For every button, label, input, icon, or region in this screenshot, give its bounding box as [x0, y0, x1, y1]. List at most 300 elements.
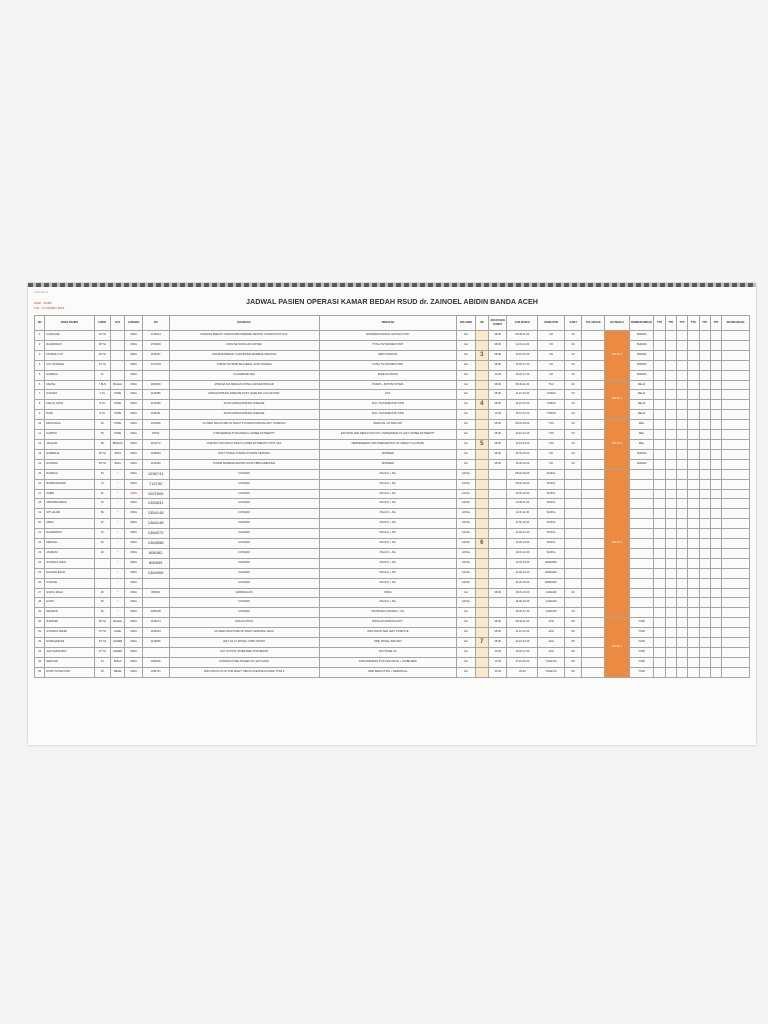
cell-anes: GA — [457, 588, 475, 598]
cell-dx: HORDEOLUM — [169, 588, 319, 598]
signature-cell — [710, 638, 721, 648]
cell-no: 2 — [35, 340, 45, 350]
cell-anes: GA — [457, 449, 475, 459]
cell-op: SAIFUL — [538, 519, 565, 529]
signature-cell — [722, 410, 750, 420]
cell-no: 1 — [35, 331, 45, 341]
signature-cell — [665, 548, 676, 558]
cell-ruj: BIREUN — [110, 439, 124, 449]
signature-cell — [665, 558, 676, 568]
cell-anes: GA — [457, 350, 475, 360]
cell-ok — [475, 509, 488, 519]
signature-cell — [710, 439, 721, 449]
cell-as: RJ — [564, 331, 581, 341]
cell-jam: JKRA — [125, 420, 142, 430]
signature-cell — [665, 588, 676, 598]
cell-jr — [488, 529, 506, 539]
cell-dx: DISLOCATION — [169, 618, 319, 628]
cell-umur: 38 TH — [94, 340, 110, 350]
cell-op: JAMHUR — [538, 608, 565, 618]
cell-umur: 70 — [94, 529, 110, 539]
cell-ok — [475, 499, 488, 509]
cell-anes: GA — [457, 648, 475, 658]
signature-cell — [654, 380, 665, 390]
cell-nama: BADRUZZAMAN — [45, 479, 94, 489]
signature-cell — [710, 519, 721, 529]
cell-op: T.MAHYA — [538, 667, 565, 677]
table-row — [35, 469, 750, 479]
cell-as: RJ — [564, 588, 581, 598]
cell-umur: 34 TH — [94, 638, 110, 648]
cell-pemberi: MEL — [629, 430, 654, 440]
cell-dx: CA MAMMAE DEX — [169, 370, 319, 380]
cell-ruj: PIDIE — [110, 410, 124, 420]
signature-cell — [699, 628, 710, 638]
cell-umur: 50 TH — [94, 459, 110, 469]
column-header: CM — [142, 316, 169, 331]
table-row — [35, 628, 750, 638]
signature-cell — [665, 578, 676, 588]
signature-cell — [699, 479, 710, 489]
cell-umur: 68 — [94, 439, 110, 449]
column-header: NAMA PASIEN — [45, 316, 94, 331]
signature-cell — [654, 529, 665, 539]
cell-anes: LOKAL — [457, 529, 475, 539]
column-header: TGL MASUK — [582, 316, 605, 331]
signature-cell — [699, 459, 710, 469]
signature-cell — [699, 548, 710, 558]
cell-umur: 30 — [94, 548, 110, 558]
cell-tx: WORMED — [319, 449, 457, 459]
signature-cell — [665, 628, 676, 638]
cell-jam: JKRA — [125, 340, 142, 350]
cell-as: RJ — [564, 360, 581, 370]
cell-tx: WIDE EXCISION — [319, 370, 457, 380]
cell-jr — [488, 598, 506, 608]
day-value: : RABU — [42, 301, 53, 305]
signature-cell — [654, 519, 665, 529]
cell-anes: LOKAL — [457, 598, 475, 608]
cell-nama: FATIMAH CUT — [45, 350, 94, 360]
cell-jm: 15.15-17.00 — [507, 410, 538, 420]
cell-cm: 1364906 — [142, 568, 169, 578]
cell-jm: 11.30-12.00 — [507, 519, 538, 529]
cell-tx: PHACO + IOL — [319, 469, 457, 479]
cell-pemberi: DELIA — [629, 400, 654, 410]
signature-cell — [699, 638, 710, 648]
cell-umur: 54 — [94, 469, 110, 479]
cell-jr — [488, 558, 506, 568]
cell-as: RJ — [564, 449, 581, 459]
cell-jm: 12.15-14.00 — [507, 439, 538, 449]
column-header: OK BEDAH — [605, 316, 630, 331]
signature-cell — [654, 340, 665, 350]
cell-jam: JKRA — [125, 618, 142, 628]
cell-op: AZH — [538, 638, 565, 648]
cell-jm: 14.00-15.00 — [507, 449, 538, 459]
cell-op: SAIFUL — [538, 499, 565, 509]
cell-jr — [488, 578, 506, 588]
cell-dx: ATRESIA ANI DENGAN FISTEL ANOVESTIBULAR — [169, 380, 319, 390]
cell-jm: 11.15-12.00 — [507, 628, 538, 638]
signature-cell — [688, 519, 699, 529]
signature-cell — [699, 380, 710, 390]
cell-jr: 08.00 — [488, 449, 506, 459]
cell-umur: 70 — [94, 479, 110, 489]
cell-cm: 1150406 — [142, 420, 169, 430]
signature-cell — [654, 628, 665, 638]
cell-ruj: " — [110, 509, 124, 519]
cell-tgl — [582, 380, 605, 390]
cell-as: RJ — [564, 608, 581, 618]
signature-cell — [722, 618, 750, 628]
cell-ruj: " — [110, 469, 124, 479]
cell-cm: 1145286 — [142, 390, 169, 400]
cell-nama: MAHMUD — [45, 608, 94, 618]
cell-nama: SYAFIAH — [45, 578, 94, 588]
signature-cell — [654, 578, 665, 588]
cell-op: FR — [538, 340, 565, 350]
cell-dx: CATARAK — [169, 558, 319, 568]
signature-cell — [654, 459, 665, 469]
signature-cell — [688, 420, 699, 430]
signature-cell — [710, 390, 721, 400]
cell-ok — [475, 479, 488, 489]
cell-umur: 1 TH — [94, 390, 110, 400]
cell-jr — [488, 499, 506, 509]
cell-ruj: " — [110, 568, 124, 578]
date-label: TGL — [34, 306, 40, 310]
table-row — [35, 370, 750, 380]
signature-cell — [665, 499, 676, 509]
signature-cell — [676, 499, 687, 509]
cell-pemberi: MEL — [629, 439, 654, 449]
signature-cell — [710, 459, 721, 469]
signature-cell — [710, 568, 721, 578]
table-row — [35, 578, 750, 588]
cell-jm: 14.30-15.00 — [507, 578, 538, 588]
cell-op: FR — [538, 331, 565, 341]
page-title: JADWAL PASIEN OPERASI KAMAR BEDAH RSUD dr. ZAINOEL ABIDIN BANDA ACEH — [246, 297, 538, 306]
signature-cell — [654, 548, 665, 558]
table-row — [35, 489, 750, 499]
signature-cell — [654, 400, 665, 410]
cell-nama: RAHMAWATI — [45, 529, 94, 539]
signature-cell — [722, 509, 750, 519]
signature-cell — [710, 360, 721, 370]
cell-nama: ZUBIR — [45, 489, 94, 499]
table-row — [35, 350, 750, 360]
signature-cell — [710, 420, 721, 430]
cell-op: YUMNA — [538, 410, 565, 420]
cell-pemberi: TOMI — [629, 618, 654, 628]
cell-as — [564, 479, 581, 489]
team-cell: TIM OK 7 — [605, 618, 630, 677]
column-header: TTD — [688, 316, 699, 331]
cell-jr: 08.00 — [488, 350, 506, 360]
cell-as: RJ — [564, 459, 581, 469]
cell-ok — [475, 449, 488, 459]
cell-ok — [475, 489, 488, 499]
cell-jm: 20.00 — [507, 667, 538, 677]
cell-umur: 25 — [94, 588, 110, 598]
cell-no: 33 — [35, 648, 45, 658]
cell-cm: 1363558 — [142, 539, 169, 549]
cell-op: YOS — [538, 420, 565, 430]
cell-tgl — [582, 360, 605, 370]
cell-no: 3 — [35, 350, 45, 360]
signature-cell — [722, 568, 750, 578]
cell-ruj: " — [110, 598, 124, 608]
cell-dx: CATARAK — [169, 509, 319, 519]
cell-jm: 15.00-16.00 — [507, 459, 538, 469]
cell-ruj: " — [110, 529, 124, 539]
cell-jm: 16.45-17.30 — [507, 370, 538, 380]
signature-cell — [665, 331, 676, 341]
cell-tx: PHACO + IOL — [319, 529, 457, 539]
cell-op: ERMAWA — [538, 558, 565, 568]
cell-as — [564, 529, 581, 539]
cell-tgl — [582, 608, 605, 618]
cell-umur: 48 TH — [94, 350, 110, 360]
signature-cell — [722, 499, 750, 509]
signature-cell — [699, 667, 710, 677]
cell-pemberi — [629, 548, 654, 558]
cell-dx: INVASIVE BREAST CARCINOMA MAMMAE SINISTRA — [169, 350, 319, 360]
cell-ruj: " — [110, 588, 124, 598]
cell-no: 26 — [35, 578, 45, 588]
signature-cell — [722, 628, 750, 638]
team-cell: TIM OK 4 — [605, 380, 630, 420]
signature-cell — [688, 370, 699, 380]
table-row — [35, 479, 750, 489]
cell-ruj: ACEH — [110, 628, 124, 638]
date-value: : 07 MARET 2024 — [40, 306, 65, 310]
cell-jr: 08.00 — [488, 380, 506, 390]
cell-as — [564, 499, 581, 509]
cell-umur: 47 TH — [94, 648, 110, 658]
cell-op: FR — [538, 370, 565, 380]
table-row — [35, 499, 750, 509]
cell-jm: 12.00-12.30 — [507, 529, 538, 539]
signature-cell — [688, 410, 699, 420]
cell-as: RJ — [564, 370, 581, 380]
signature-cell — [665, 529, 676, 539]
signature-cell — [699, 400, 710, 410]
signature-cell — [654, 420, 665, 430]
cell-anes: LOKAL — [457, 578, 475, 588]
cell-ruj: BALEH — [110, 380, 124, 390]
cell-nama: SYAMSUL BAHRI — [45, 628, 94, 638]
cell-no: 13 — [35, 449, 45, 459]
column-header: JNS ANES — [457, 316, 475, 331]
cell-umur: 32 TH — [94, 331, 110, 341]
cell-ruj: " — [110, 519, 124, 529]
cell-jm: 10.30-11.00 — [507, 499, 538, 509]
cell-anes: LOKAL — [457, 479, 475, 489]
cell-op: T.MAHYA — [538, 657, 565, 667]
cell-cm: 806599 — [142, 558, 169, 568]
cell-cm: 49762 — [142, 430, 169, 440]
signature-cell — [710, 350, 721, 360]
cell-dx: TUMOR THYROID BILATERAL SUSP GRAVES — [169, 360, 319, 370]
cell-jm: 11.15-13.00 — [507, 390, 538, 400]
signature-cell — [710, 499, 721, 509]
table-row — [35, 449, 750, 459]
signature-cell — [699, 529, 710, 539]
cell-no: 23 — [35, 548, 45, 558]
table-row — [35, 459, 750, 469]
cell-ok — [475, 588, 488, 598]
cell-dx: SOFT TISSUE TUMOR AT PEDIS SINISTRA — [169, 449, 319, 459]
cell-tx: PHACO + IOL — [319, 539, 457, 549]
cell-cm: 1149174 — [142, 618, 169, 628]
signature-cell — [699, 430, 710, 440]
cell-pemberi — [629, 578, 654, 588]
cell-op: SAIFUL — [538, 489, 565, 499]
signature-cell — [699, 390, 710, 400]
cell-tgl — [582, 598, 605, 608]
cell-jm: 08.40-10.00 — [507, 420, 538, 430]
signature-cell — [699, 568, 710, 578]
cell-ok — [475, 360, 488, 370]
cell-op: SAIFUL — [538, 469, 565, 479]
cell-tx: PHACO + IOL — [319, 578, 457, 588]
cell-tx: FULL THICKNESS BYOPSI — [319, 410, 457, 420]
schedule-sheet — [28, 283, 756, 745]
cell-cm: 1364328 — [142, 608, 169, 618]
table-row — [35, 529, 750, 539]
cell-ruj — [110, 340, 124, 350]
signature-cell — [699, 499, 710, 509]
cell-cm: 1007605 — [142, 489, 169, 499]
cell-jm: 14.15-15.00 — [507, 400, 538, 410]
column-header: ASIST — [564, 316, 581, 331]
table-row — [35, 430, 750, 440]
cell-as: DF — [564, 618, 581, 628]
cell-tgl — [582, 588, 605, 598]
signature-cell — [665, 568, 676, 578]
signature-cell — [722, 598, 750, 608]
table-row — [35, 588, 750, 598]
signature-cell — [654, 479, 665, 489]
signature-cell — [665, 469, 676, 479]
cell-op: JAMHUR — [538, 598, 565, 608]
cell-pemberi: TERIAM — [629, 360, 654, 370]
signature-cell — [699, 340, 710, 350]
signature-cell — [665, 380, 676, 390]
signature-cell — [699, 489, 710, 499]
cell-ok — [475, 558, 488, 568]
table-body — [35, 331, 750, 678]
cell-ok — [475, 657, 488, 667]
cell-nama: RAHMAWATI — [45, 340, 94, 350]
signature-cell — [722, 489, 750, 499]
cell-umur: 59 — [94, 430, 110, 440]
signature-cell — [654, 499, 665, 509]
cell-pemberi: MEL — [629, 420, 654, 430]
cell-jm: 14.00-14.30 — [507, 568, 538, 578]
cell-dx: HIRSCHSPRUNG DISEASE POST LEVELING COLOSTOMY — [169, 390, 319, 400]
cell-tx: ROI SPINE US — [319, 648, 457, 658]
signature-cell — [676, 588, 687, 598]
signature-cell — [722, 370, 750, 380]
cell-op: SAIFUL — [538, 479, 565, 489]
cell-cm: 1354741 — [142, 667, 169, 677]
cell-as — [564, 568, 581, 578]
cell-cm: 1148701 — [142, 410, 169, 420]
cell-umur: 35 — [94, 667, 110, 677]
cell-dx: CATARAK — [169, 539, 319, 549]
column-header: TTD — [654, 316, 665, 331]
cell-jr: 08.00 — [488, 390, 506, 400]
cell-ok — [475, 529, 488, 539]
cell-op: YOS — [538, 430, 565, 440]
cell-jam: JKRA — [125, 509, 142, 519]
cell-jr: 08.00 — [488, 638, 506, 648]
cell-umur: 8 TH — [94, 400, 110, 410]
cell-tgl — [582, 628, 605, 638]
signature-cell — [699, 410, 710, 420]
date-block — [34, 301, 64, 311]
cell-anes: GA — [457, 628, 475, 638]
cell-ruj: " — [110, 479, 124, 489]
cell-tgl — [582, 648, 605, 658]
cell-as — [564, 578, 581, 588]
cell-pemberi — [629, 568, 654, 578]
cell-anes: LOKAL — [457, 469, 475, 479]
signature-cell — [654, 489, 665, 499]
signature-cell — [710, 469, 721, 479]
column-header: OPERATOR — [538, 316, 565, 331]
signature-cell — [722, 529, 750, 539]
signature-cell — [722, 459, 750, 469]
signature-cell — [665, 667, 676, 677]
signature-cell — [710, 340, 721, 350]
cell-tgl — [582, 449, 605, 459]
signature-cell — [665, 608, 676, 618]
cell-pemberi: TERIAM — [629, 449, 654, 459]
cell-op: YUMNA — [538, 400, 565, 410]
cell-cm — [142, 578, 169, 588]
cell-nama: CUT NURDIAH — [45, 360, 94, 370]
cell-as — [564, 519, 581, 529]
cell-jm: 15.00-16.00 — [507, 588, 538, 598]
signature-cell — [676, 529, 687, 539]
cell-jr: 08.00 — [488, 628, 506, 638]
cell-jam: JKRA — [125, 667, 142, 677]
cell-no: 20 — [35, 519, 45, 529]
signature-cell — [676, 667, 687, 677]
cell-ok — [475, 380, 488, 390]
signature-cell — [688, 529, 699, 539]
cell-dx: CATARAK — [169, 608, 319, 618]
cell-anes: GA — [457, 638, 475, 648]
cell-nama: RAZIDAH — [45, 469, 94, 479]
table-row — [35, 568, 750, 578]
signature-cell — [688, 638, 699, 648]
cell-op: SAIFUL — [538, 548, 565, 558]
cell-op: ERMAWA — [538, 578, 565, 588]
cell-nama: ABDURRAHMAN — [45, 499, 94, 509]
table-row — [35, 657, 750, 667]
cell-ok — [475, 340, 488, 350]
signature-cell — [699, 509, 710, 519]
cell-dx: CATARAK — [169, 529, 319, 539]
cell-dx: CATARAK — [169, 578, 319, 588]
cell-ok: 6 — [475, 539, 488, 549]
cell-ok: 5 — [475, 439, 488, 449]
